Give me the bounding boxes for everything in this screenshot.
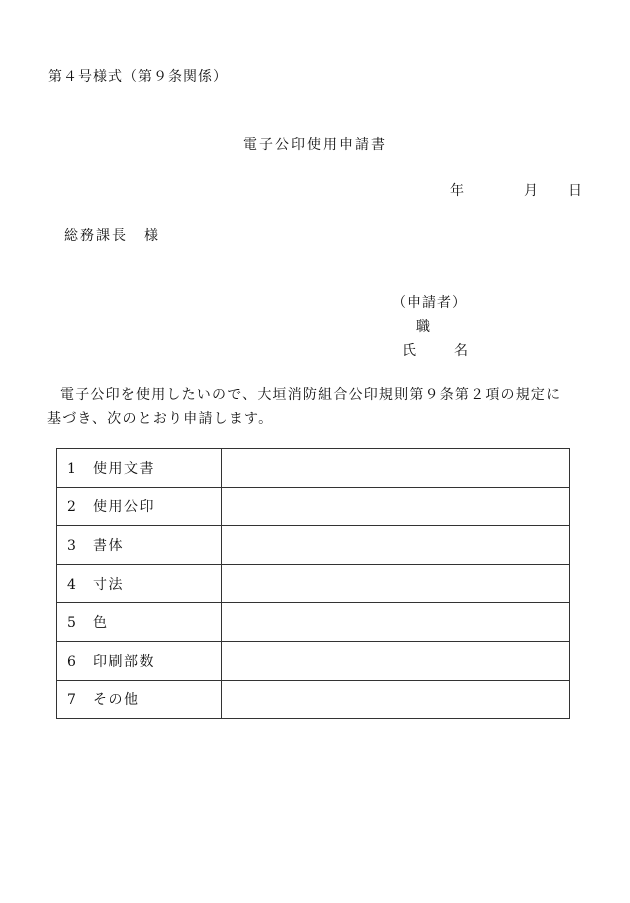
addressee: 総務課長 様 (64, 228, 160, 244)
item-number: 4 (67, 576, 78, 593)
item-number: 6 (67, 653, 78, 670)
body-line-1: 電子公印を使用したいので、大垣消防組合公印規則第９条第２項の規定に (60, 387, 562, 403)
item-number: 5 (67, 615, 78, 632)
applicant-position: 職 (416, 319, 430, 335)
applicant-label: （申請者） (392, 295, 467, 311)
table-row (57, 564, 570, 603)
item-number: 3 (67, 537, 78, 554)
value-cell-typeface[interactable] (222, 526, 570, 565)
value-cell-document[interactable] (222, 449, 570, 488)
body-line-2: 基づき、次のとおり申請します。 (47, 411, 274, 427)
table-row (57, 526, 570, 565)
date-month: 月 (524, 183, 538, 199)
page-title: 電子公印使用申請書 (243, 137, 387, 153)
table-row (57, 487, 570, 526)
table-row (57, 641, 570, 680)
item-number: 7 (67, 692, 78, 709)
item-cell (57, 680, 222, 719)
table-row (57, 680, 570, 719)
body-text (47, 383, 580, 431)
item-label: その他 (93, 692, 140, 709)
item-label: 色 (93, 615, 109, 632)
date-line (450, 180, 582, 200)
form-number: 第４号様式（第９条関係） (48, 69, 228, 85)
item-cell (57, 526, 222, 565)
value-cell-seal[interactable] (222, 487, 570, 526)
value-cell-other[interactable] (222, 680, 570, 719)
date-year: 年 (450, 183, 464, 199)
item-cell (57, 487, 222, 526)
value-cell-color[interactable] (222, 603, 570, 642)
value-cell-copies[interactable] (222, 641, 570, 680)
item-cell (57, 449, 222, 488)
item-label: 印刷部数 (93, 653, 155, 670)
item-label: 寸法 (93, 576, 124, 593)
item-cell (57, 564, 222, 603)
date-day: 日 (568, 183, 582, 199)
applicant-name: 氏 名 (402, 343, 480, 359)
item-label: 使用文書 (93, 460, 155, 477)
item-number: 2 (67, 499, 78, 516)
item-label: 使用公印 (93, 499, 155, 516)
item-label: 書体 (93, 537, 124, 554)
item-cell (57, 603, 222, 642)
item-number: 1 (67, 460, 78, 477)
table-row (57, 603, 570, 642)
value-cell-size[interactable] (222, 564, 570, 603)
item-cell (57, 641, 222, 680)
table-row (57, 449, 570, 488)
application-table (56, 448, 570, 719)
